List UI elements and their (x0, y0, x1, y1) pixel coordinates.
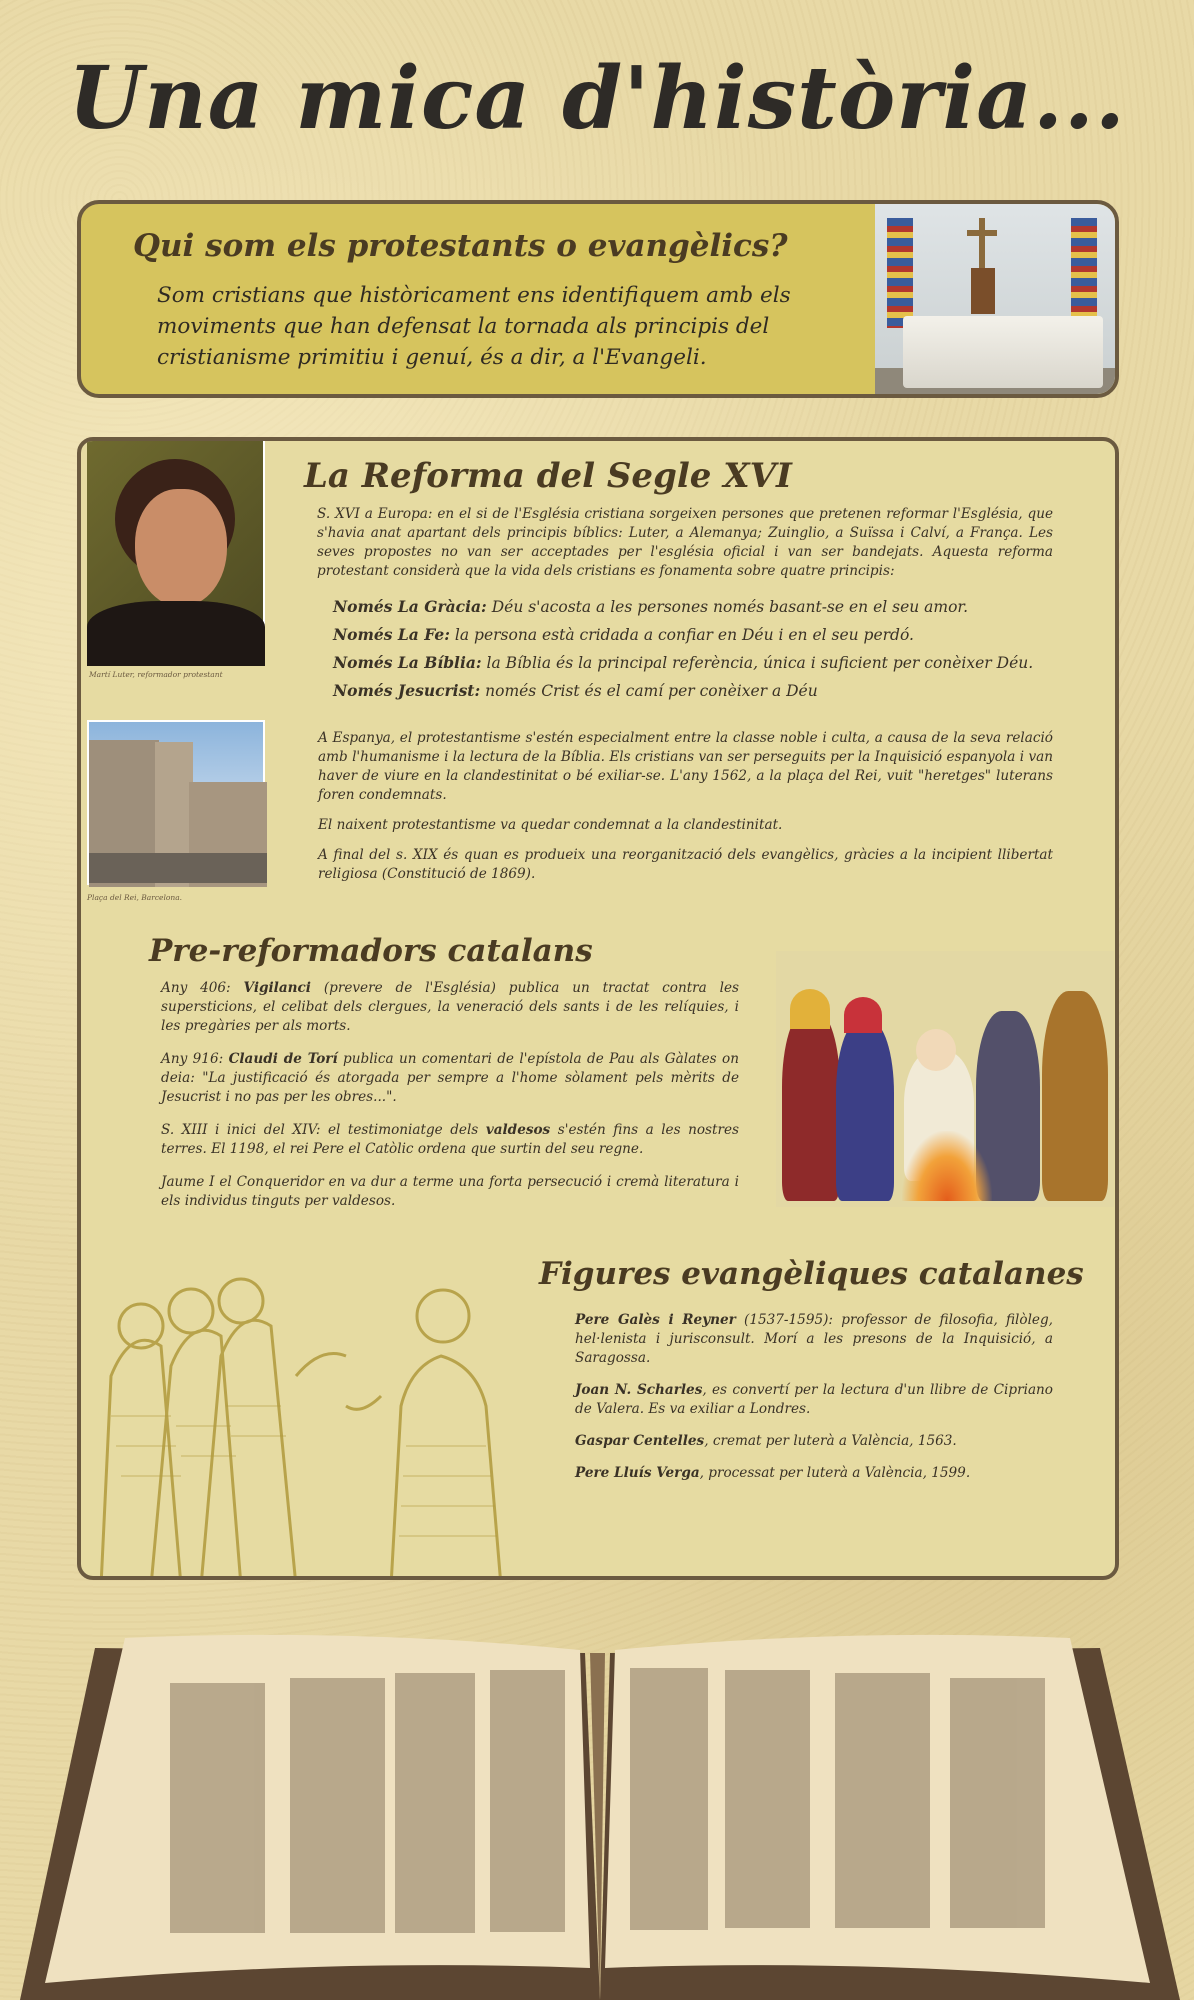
spain-paragraph: A final del s. XIX és quan es produeix una reorganització dels evangèlics, gràcies a la incipient llibertat religiosa (Constitució de 1869). (318, 847, 1053, 882)
intro-text: Som cristians que històricament ens identifiquem amb els moviments que han defensat la tornada als principis del cristianisme primitiu i genuí, és a dir, a l'Evangeli. (157, 283, 791, 370)
reforma-paragraph: S. XVI a Europa: en el si de l'Església cristiana sorgeixen persones que pretenen reformar l'Església, que s'havia anat apartant dels principis bíblics: Luter, a Alemanya; Zuinglio, a Suïssa i Calví, a França. Les seves propostes no van ser acceptades per l'església oficial i van ser bandejats. Aquesta reforma protestant considerà que la vida dels cristians es fonamenta sobre quatre principis: (317, 506, 1053, 579)
luther-caption: Martí Luter, reformador protestant (89, 670, 223, 679)
figure-item: Pere Galès i Reyner (1537-1595): professor de filosofia, filòleg, hel·lenista i jurisconsult. Morí a les presons de la Inquisició, a Saragossa. (575, 1312, 1053, 1366)
stained-glass-window (887, 218, 913, 328)
woodcut-figure (201, 1320, 296, 1580)
principle-item: Només Jesucrist: només Crist és el camí per conèixer a Déu (333, 681, 818, 700)
principles-list (333, 593, 1063, 705)
medieval-persecution-illustration (776, 951, 1114, 1207)
cross-icon (979, 218, 985, 268)
fire-icon (902, 1131, 992, 1201)
open-bible-illustration (0, 1628, 1194, 2000)
pre-reformer-item: Any 406: Vigilanci (prevere de l'Església) publica un tractat contra les supersticions, el celibat dels clergues, la veneració dels sants i de les relíquies, i les pregàries per als morts. (161, 980, 740, 1034)
luther-portrait (87, 441, 265, 666)
bible-text-column (290, 1678, 385, 1933)
bible-text-column (725, 1670, 810, 1928)
bible-text-column (950, 1678, 1045, 1928)
woodcut-figure (169, 1289, 213, 1333)
intro-box (77, 200, 1119, 398)
communion-table (903, 316, 1103, 388)
plaza-del-rei-photo (87, 720, 265, 885)
woodcut-figure (391, 1356, 501, 1580)
pre-reformers-list (161, 979, 739, 1225)
principle-item: Només La Gràcia: Déu s'acosta a les persones només basant-se en el seu amor. (333, 597, 969, 616)
bible-text-column (490, 1670, 565, 1932)
plaza-caption: Plaça del Rei, Barcelona. (87, 893, 183, 902)
bishop-figure (782, 1011, 840, 1201)
pre-reformer-item: S. XIII i inici del XIV: el testimoniatge dels valdesos s'estén fins a les nostres terres. El 1198, el rei Pere el Catòlic ordena que surtin del seu regne. (161, 1122, 739, 1157)
bible-text-column (170, 1683, 265, 1933)
soldier-figure (1042, 991, 1108, 1201)
principle-item: Només La Bíblia: la Bíblia és la principal referència, única i suficient per conèixer Déu. (333, 653, 1034, 672)
spain-paragraph: El naixent protestantisme va quedar condemnat a la clandestinitat. (318, 817, 783, 833)
main-box (77, 437, 1119, 1580)
church-interior-photo (875, 204, 1115, 394)
woodcut-figure (296, 1354, 346, 1377)
figure-item: Pere Lluís Verga, processat per luterà a València, 1599. (575, 1465, 971, 1481)
evangelical-figures-heading: Figures evangèliques catalanes (539, 1256, 1084, 1292)
pre-reformers-heading: Pre-reformadors catalans (149, 933, 593, 969)
bishop-figure (836, 1021, 894, 1201)
woodcut-figure (219, 1279, 263, 1323)
spain-paragraph: A Espanya, el protestantisme s'estén especialment entre la classe noble i culta, a causa de la seva relació amb l'humanisme i la lectura de la Bíblia. Els cristians van ser perseguits per la Inquisició espanyola i van haver de viure en la clandestinitat o bé exiliar-se. L'any 1562, a la plaça del Rei, vuit "heretges" luterans foren condemnats. (318, 730, 1053, 803)
bible-text-column (395, 1673, 475, 1933)
pre-reformer-item: Jaume I el Conqueridor en va dur a terme una forta persecució i cremà literatura i els individus tinguts per valdesos. (161, 1174, 739, 1209)
figure-item: Gaspar Centelles, cremat per luterà a València, 1563. (575, 1433, 957, 1449)
bible-text-column (630, 1668, 708, 1930)
stained-glass-window (1071, 218, 1097, 328)
bible-text-column (835, 1673, 930, 1928)
reforma-heading: La Reforma del Segle XVI (304, 456, 792, 496)
figure-item: Joan N. Scharles, es convertí per la lectura d'un llibre de Cipriano de Valera. Es va exiliar a Londres. (575, 1382, 1053, 1417)
intro-question: Qui som els protestants o evangèlics? (133, 228, 788, 264)
woodcut-figure (151, 1330, 241, 1580)
woodcut-illustration (81, 1256, 561, 1580)
woodcut-figure (346, 1396, 381, 1409)
spain-section (318, 729, 1053, 895)
principle-item: Només La Fe: la persona està cridada a confiar en Déu i en el seu perdó. (333, 625, 914, 644)
page-title: Una mica d'història... (68, 48, 1126, 149)
pre-reformer-item: Any 916: Claudi de Torí publica un comentari de l'epístola de Pau als Gàlates on deia: "La justificació és atorgada per sempre a l'home sòlament pels mèrits de Jesucrist i no pas per les obres...". (161, 1051, 739, 1105)
lectern (971, 268, 995, 314)
evangelical-figures-list (575, 1311, 1053, 1496)
woodcut-figure (417, 1290, 469, 1342)
